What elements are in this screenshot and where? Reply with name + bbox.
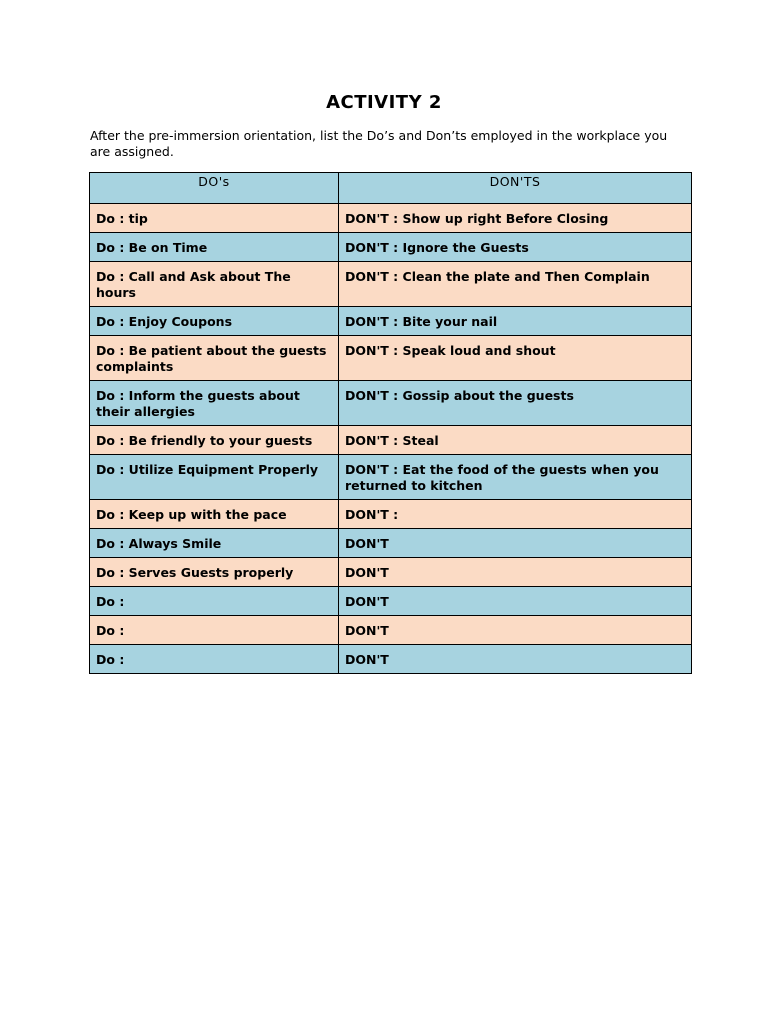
do-cell: Do : Inform the guests about their allergies [90, 381, 339, 426]
dont-cell: DON'T : Gossip about the guests [339, 381, 692, 426]
donts-column-header: DON'TS [339, 173, 692, 204]
table-row [90, 455, 692, 500]
table-row [90, 587, 692, 616]
do-cell: Do : Serves Guests properly [90, 558, 339, 587]
table-row [90, 204, 692, 233]
dont-cell: DON'T : Bite your nail [339, 307, 692, 336]
dont-cell: DON'T [339, 529, 692, 558]
table-row [90, 233, 692, 262]
dont-cell: DON'T : Show up right Before Closing [339, 204, 692, 233]
dos-donts-table [89, 172, 692, 674]
do-cell: Do : [90, 616, 339, 645]
do-cell: Do : Always Smile [90, 529, 339, 558]
table-row [90, 529, 692, 558]
table-row [90, 307, 692, 336]
dont-cell: DON'T [339, 616, 692, 645]
dos-column-header: DO's [90, 173, 339, 204]
do-cell: Do : [90, 645, 339, 674]
dont-cell: DON'T : Steal [339, 426, 692, 455]
page-title: ACTIVITY 2 [326, 92, 442, 113]
table-row [90, 558, 692, 587]
table-row [90, 645, 692, 674]
table-row [90, 381, 692, 426]
do-cell: Do : Call and Ask about The hours [90, 262, 339, 307]
table-row [90, 262, 692, 307]
dont-cell: DON'T [339, 587, 692, 616]
dont-cell: DON'T : [339, 500, 692, 529]
table-row [90, 426, 692, 455]
do-cell: Do : Enjoy Coupons [90, 307, 339, 336]
dont-cell: DON'T [339, 558, 692, 587]
do-cell: Do : tip [90, 204, 339, 233]
do-cell: Do : Be friendly to your guests [90, 426, 339, 455]
do-cell: Do : [90, 587, 339, 616]
table-body [90, 204, 692, 674]
table-row [90, 616, 692, 645]
do-cell: Do : Utilize Equipment Properly [90, 455, 339, 500]
do-cell: Do : Be on Time [90, 233, 339, 262]
do-cell: Do : Keep up with the pace [90, 500, 339, 529]
dont-cell: DON'T : Eat the food of the guests when you returned to kitchen [339, 455, 692, 500]
dont-cell: DON'T : Ignore the Guests [339, 233, 692, 262]
dont-cell: DON'T : Speak loud and shout [339, 336, 692, 381]
do-cell: Do : Be patient about the guests complaints [90, 336, 339, 381]
instructions-text: After the pre-immersion orientation, list the Do’s and Don’ts employed in the workplace you are assigned. [90, 128, 668, 159]
dont-cell: DON'T : Clean the plate and Then Complain [339, 262, 692, 307]
table-row [90, 500, 692, 529]
table-row [90, 336, 692, 381]
dont-cell: DON'T [339, 645, 692, 674]
table-header-row [90, 173, 692, 204]
